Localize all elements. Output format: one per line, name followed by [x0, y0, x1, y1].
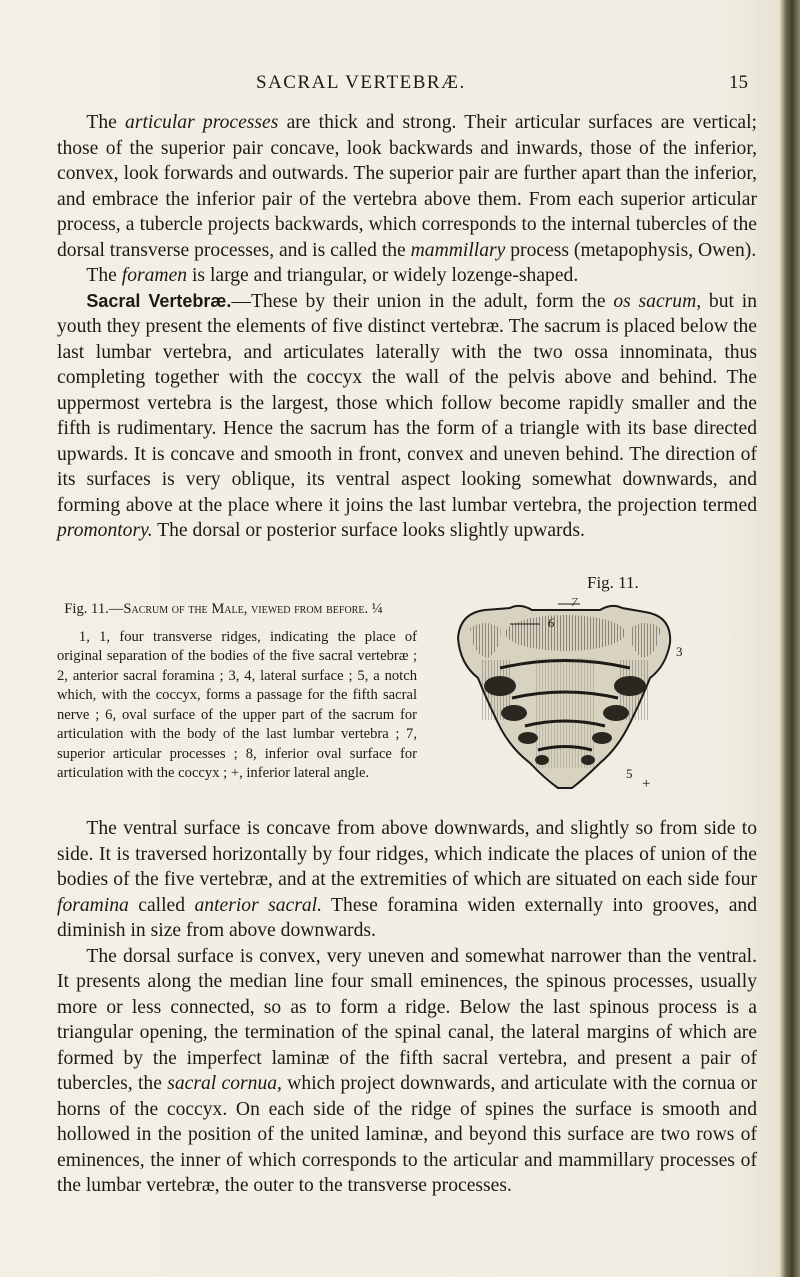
- paragraph-articular-processes: The articular processes are thick and strong. Their articular surfaces are vertical; those of the superior pair concave, look backwards and inwards, those of the inferior, convex, look forwards and outwards. The superior pair are further apart than the inferior, and embrace the inferior pair of the vertebra above them. From each superior articular process, a tubercle projects backwards, which corresponds to the internal tubercles of the dorsal transverse processes, and is called the mammillary process (metapophysis, Owen).: [57, 112, 757, 261]
- section-heading-sacral-vertebrae: Sacral Vertebræ.: [86, 290, 232, 311]
- caption-title: Fig. 11.—Sacrum of the Male, viewed from before. ¼: [64, 601, 383, 617]
- page-edge-shadow: [780, 0, 800, 1277]
- term-mammillary: mammillary: [410, 239, 506, 261]
- articular-oval-surface: [505, 615, 625, 651]
- figure-number-7: 7: [571, 598, 578, 609]
- figure-number-6: 6: [548, 615, 555, 630]
- term-foramen: foramen: [121, 265, 188, 286]
- term-sacral-cornua: sacral cornua,: [167, 1073, 282, 1094]
- page-number: 15: [729, 72, 748, 93]
- term-promontory: promontory.: [57, 520, 153, 541]
- page-header: [0, 70, 800, 98]
- text-block-bottom: [57, 816, 757, 1199]
- paragraph-sacral-vertebrae: Sacral Vertebræ.—These by their union in the adult, form the os sacrum, but in youth they present the elements of five distinct vertebræ. The sacrum is placed below the last lumbar vertebra, and articulates laterally with the two ossa innominata, thus completing together with the coccyx the wall of the pelvis above and behind. The uppermost vertebra is the largest, those which follow become rapidly smaller and the fifth is rudimentary. Hence the sacrum has the form of a triangle with its base directed upwards. It is concave and smooth in front, convex and uneven behind. The direction of its surfaces is very oblique, its ventral aspect looking somewhat downwards, and forming above at the place where it joins the last lumbar vertebra, the projection termed promontory. The dorsal or posterior surface looks slightly upwards.: [57, 290, 757, 541]
- caption-body: 1, 1, four transverse ridges, indicating the place of original separation of the bodies of the five sacral vertebræ ; 2, anterior sacral foramina ; 3, 4, lateral surface ; 5, a notch which, with the coccyx, forms a passage for the fifth sacral nerve ; 6, oval surface of the upper part of the sacrum for articulation with the body of the last lumbar vertebra ; 7, superior articular processes ; 8, inferior oval surface for articulation with the coccyx ; +, inferior lateral angle.: [57, 628, 417, 781]
- running-head: SACRAL VERTEBRÆ.: [256, 72, 466, 93]
- paragraph-ventral-surface: The ventral surface is concave from above downwards, and slightly so from side to side. It is traversed horizontally by four ridges, which indicate the places of union of the bodies of the five vertebræ, and at the extremities of which are situated on each side four foramina called anterior sacral. These foramina widen externally into grooves, and diminish in size from above downwards.: [57, 818, 757, 941]
- term-foramina: foramina: [57, 894, 129, 916]
- term-os-sacrum: os sacrum,: [613, 290, 702, 312]
- figure-caption: [57, 600, 417, 784]
- sacrum-illustration: [440, 598, 690, 798]
- figure-label: Fig. 11.: [587, 573, 639, 592]
- figure-number-3: 3: [676, 644, 683, 659]
- paragraph-dorsal-surface: The dorsal surface is convex, very uneven and somewhat narrower than the ventral. It presents along the median line four small eminences, the spinous processes, usually more or less connected, so as to form a ridge. Below the last spinous process is a triangular opening, the termination of the spinal canal, the lateral margins of which are formed by the imperfect laminæ of the fifth sacral vertebra, and present a pair of tubercles, the sacral cornua, which project downwards, and articulate with the cornua or horns of the coccyx. On each side of the ridge of spines the surface is smooth and hollowed in the position of the united laminæ, and beyond this surface are two rows of eminences, the inner of which corresponds to the articular and mammillary processes of the lumbar vertebræ, the outer to the transverse processes.: [57, 945, 757, 1196]
- text-block-top: [57, 110, 757, 544]
- caption-scale: ¼: [371, 601, 383, 617]
- term-anterior-sacral: anterior sacral.: [194, 894, 322, 916]
- figure-symbol-plus: +: [642, 776, 651, 792]
- figure-number-5: 5: [626, 766, 633, 781]
- term-articular-processes: articular processes: [125, 112, 279, 133]
- paragraph-foramen: The foramen is large and triangular, or widely lozenge-shaped.: [86, 265, 579, 286]
